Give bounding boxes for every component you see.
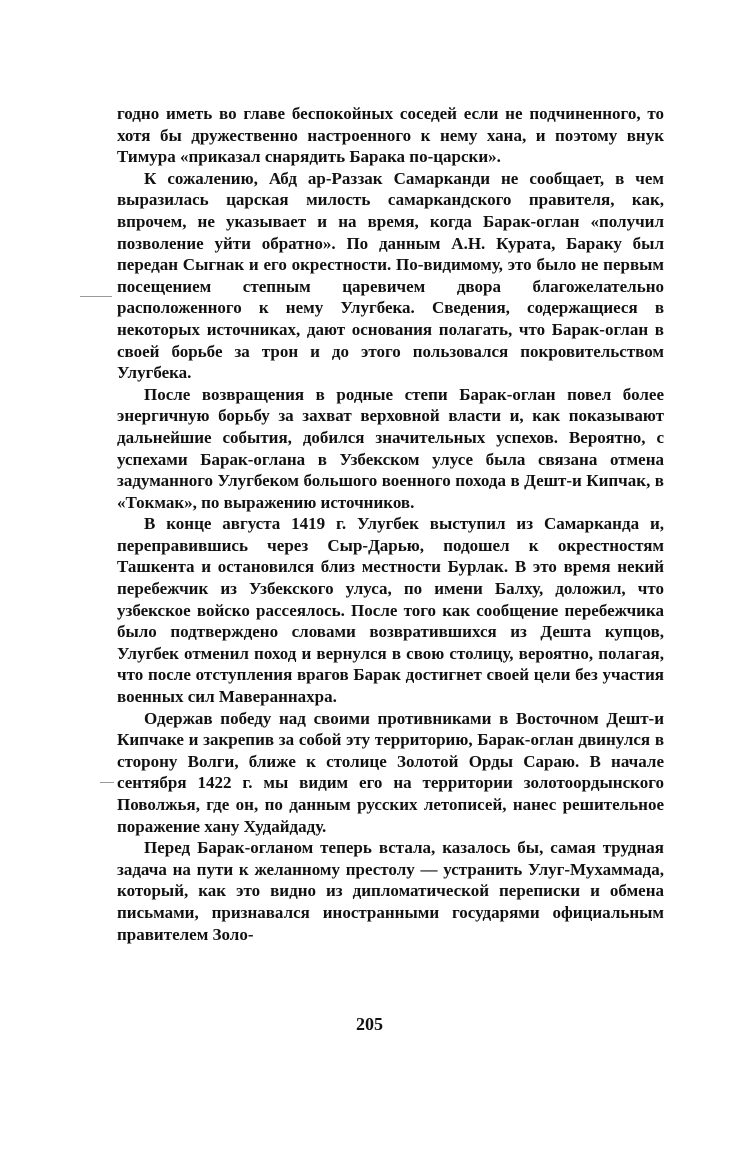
paragraph: В конце августа 1419 г. Улугбек выступил из Самарканда и, переправившись через Сыр-Дарью, подошел к окрестностям Ташкента и остановился близ местности Бурлак. В это время некий перебежчик из Узбекского улуса, по имени Балху, доложил, что узбекское войско рассеялось. После того как сообщение перебежчика было подтверждено словами возвратившихся из Дешта купцов, Улугбек отменил поход и вернулся в свою столицу, вероятно, полагая, что после отступления врагов Барак достигнет своей цели без участия военных сил Мавераннахра. (117, 514, 664, 707)
paragraph: После возвращения в родные степи Барак-оглан повел более энергичную борьбу за захват верховной власти и, как показывают дальнейшие события, добился значительных успехов. Вероятно, с успехами Барак-оглана в Узбекском улусе была связана отмена задуманного Улугбеком большого военного похода в Дешт-и Кипчак, в «Токмак», по выражению источников. (117, 384, 664, 512)
page-number: 205 (356, 1014, 383, 1034)
body-text (117, 103, 664, 945)
paragraph: Перед Барак-огланом теперь встала, казалось бы, самая трудная задача на пути к желанному престолу — устранить Улуг-Мухаммада, который, как это видно из дипломатической переписки и обмена письмами, признавался иностранными государями официальным правителем Золо- (117, 838, 664, 944)
paragraph: К сожалению, Абд ар-Раззак Самарканди не сообщает, в чем выразилась царская милость самаркандского правителя, как, впрочем, не указывает и на время, когда Барак-оглан «получил позволение уйти обратно». По данным А.Н. Курата, Бараку был передан Сыгнак и его окрестности. По-видимому, это было не первым посещением степным царевичем двора благожелательно расположенного к нему Улугбека. Сведения, содержащиеся в некоторых источниках, дают основания полагать, что Барак-оглан в своей борьбе за трон и до этого пользовался покровительством Улугбека. (117, 168, 664, 383)
margin-mark (80, 296, 112, 297)
paragraph: годно иметь во главе беспокойных соседей если не подчиненного, то хотя бы дружественно настроенного к нему хана, и поэтому внук Тимура «приказал снарядить Барака по-царски». (117, 104, 664, 167)
paragraph: Одержав победу над своими противниками в Восточном Дешт-и Кипчаке и закрепив за собой эту территорию, Барак-оглан двинулся в сторону Волги, ближе к столице Золотой Орды Сараю. В начале сентября 1422 г. мы видим его на территории золотоордынского Поволжья, где он, по данным русских летописей, нанес решительное поражение хану Худайдаду. (117, 708, 664, 836)
margin-mark (100, 782, 114, 783)
